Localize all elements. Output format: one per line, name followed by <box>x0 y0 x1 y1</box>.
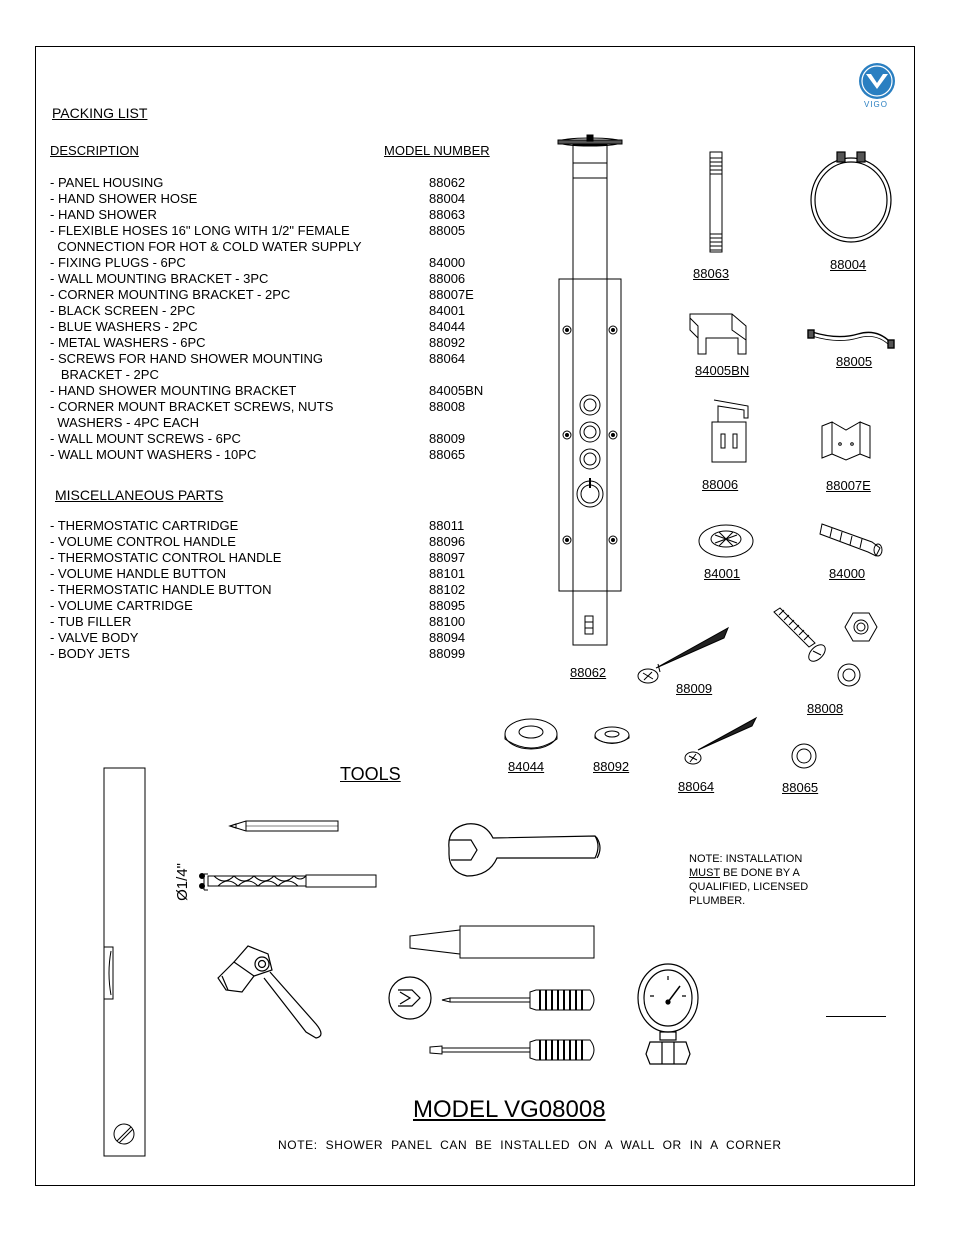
part-label: 88092 <box>593 759 630 774</box>
description-header: DESCRIPTION <box>50 143 139 158</box>
list-item: - THERMOSTATIC CARTRIDGE 88011 <box>50 518 465 533</box>
list-item: - HAND SHOWER HOSE 88004 <box>50 191 466 206</box>
installation-note: NOTE: INSTALLATION MUST BE DONE BY A QUALIFIED, LICENSED PLUMBER. <box>689 853 809 907</box>
list-item: - CORNER MOUNTING BRACKET - 2PC 88007E <box>50 287 474 302</box>
hand-shower-screw-icon <box>684 716 760 768</box>
part-label: 88004 <box>830 257 867 272</box>
list-item: - HAND SHOWER MOUNTING BRACKET 84005BN <box>50 383 484 398</box>
panel-housing-icon <box>555 133 625 653</box>
list-item: - VOLUME CARTRIDGE 88095 <box>50 598 466 613</box>
list-item: - WALL MOUNTING BRACKET - 3PC 88006 <box>50 271 466 286</box>
list-item: BRACKET - 2PC <box>50 367 159 382</box>
list-item: - HAND SHOWER 88063 <box>50 207 466 222</box>
hex-nut-icon <box>843 611 879 647</box>
list-item: - PANEL HOUSING 88062 <box>50 175 466 190</box>
list-item: - VOLUME CONTROL HANDLE 88096 <box>50 534 466 549</box>
drill-size-label: Ø1/4" <box>173 863 191 901</box>
part-label: 88008 <box>807 701 844 716</box>
drill-bit-icon <box>196 864 380 900</box>
list-item: - BLACK SCREEN - 2PC 84001 <box>50 303 466 318</box>
list-item: - FLEXIBLE HOSES 16" LONG WITH 1/2" FEMALE 88005 <box>50 223 466 238</box>
pipe-cutter-icon <box>212 940 332 1044</box>
brand-name: VIGO <box>864 100 889 109</box>
part-label: 88007E <box>826 478 871 493</box>
list-item: - VALVE BODY 88094 <box>50 630 466 645</box>
part-label: 84044 <box>508 759 545 774</box>
misc-parts-title: MISCELLANEOUS PARTS <box>55 487 224 503</box>
list-item: - FIXING PLUGS - 6PC 84000 <box>50 255 466 270</box>
list-item: - CORNER MOUNT BRACKET SCREWS, NUTS 88008 <box>50 399 466 414</box>
mounting-bracket-icon <box>688 310 750 360</box>
wrench-icon <box>445 818 605 882</box>
pencil-icon <box>228 818 342 836</box>
part-label: 88009 <box>676 681 713 696</box>
part-label: 88065 <box>782 780 819 795</box>
tools-title: TOOLS <box>340 764 401 784</box>
flexible-hose-icon <box>808 322 896 350</box>
screwdriver-tip-icon <box>386 974 436 1024</box>
packing-list <box>50 175 483 463</box>
metal-washer-icon <box>593 725 633 749</box>
list-item: WASHERS - 4PC EACH <box>50 415 200 430</box>
corner-screw-icon <box>771 607 831 667</box>
part-label: 88064 <box>678 779 715 794</box>
wall-screw-icon <box>638 626 734 688</box>
part-label: 84001 <box>704 566 741 581</box>
hose-icon <box>805 150 895 250</box>
list-item: - METAL WASHERS - 6PC 88092 <box>50 335 466 350</box>
list-item: - WALL MOUNT SCREWS - 6PC 88009 <box>50 431 466 446</box>
list-item: CONNECTION FOR HOT & COLD WATER SUPPLY <box>50 239 362 254</box>
part-label: 88062 <box>570 665 607 680</box>
black-screen-icon <box>697 522 757 562</box>
fixing-plug-icon <box>818 518 888 558</box>
footer-note: NOTE: SHOWER PANEL CAN BE INSTALLED ON A WALL OR IN A CORNER <box>278 1138 782 1152</box>
list-item: - TUB FILLER 88100 <box>50 614 466 629</box>
phillips-screwdriver-icon <box>440 984 600 1016</box>
part-label: 88063 <box>693 266 730 281</box>
part-label: 88006 <box>702 477 739 492</box>
divider <box>826 1016 886 1017</box>
part-label: 88005 <box>836 354 873 369</box>
part-label: 84005BN <box>695 363 750 378</box>
level-icon <box>103 767 147 1159</box>
caulk-tube-icon <box>406 924 598 960</box>
blue-washer-icon <box>503 717 561 753</box>
pressure-gauge-icon <box>636 962 706 1068</box>
flathead-screwdriver-icon <box>428 1034 600 1066</box>
hand-shower-icon <box>707 150 727 260</box>
part-label: 84000 <box>829 566 866 581</box>
model-number-header: MODEL NUMBER <box>384 143 490 158</box>
misc-parts-list <box>50 518 465 662</box>
wall-bracket-icon <box>708 398 754 466</box>
list-item: - BLUE WASHERS - 2PC 84044 <box>50 319 466 334</box>
list-item: - THERMOSTATIC HANDLE BUTTON 88102 <box>50 582 466 597</box>
model-title: MODEL VG08008 <box>413 1096 606 1123</box>
corner-bracket-icon <box>818 420 874 462</box>
lock-washer-icon <box>836 660 864 690</box>
list-item: - VOLUME HANDLE BUTTON 88101 <box>50 566 466 581</box>
list-item: - WALL MOUNT WASHERS - 10PC 88065 <box>50 447 466 462</box>
wall-washer-icon <box>790 742 820 772</box>
list-item: - THERMOSTATIC CONTROL HANDLE 88097 <box>50 550 466 565</box>
packing-list-title: PACKING LIST <box>52 105 148 121</box>
list-item: - BODY JETS 88099 <box>50 646 466 661</box>
list-item: - SCREWS FOR HAND SHOWER MOUNTING 88064 <box>50 351 466 366</box>
